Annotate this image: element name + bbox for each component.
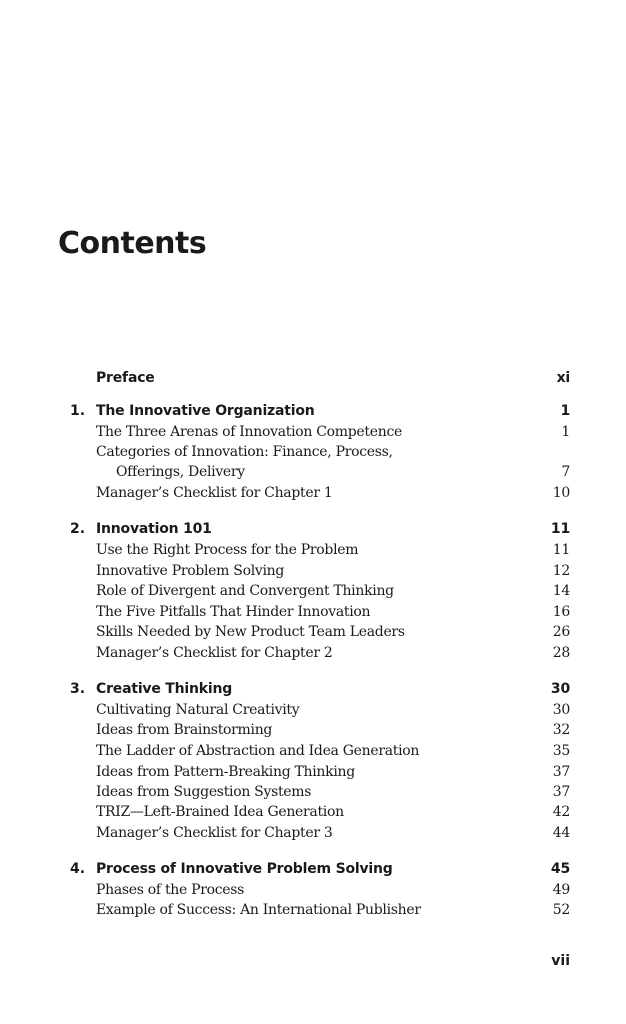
toc-entry-label: Manager’s Checklist for Chapter 2 (96, 645, 333, 661)
toc-page-number: 42 (552, 804, 570, 820)
toc-entry-label-continued: Offerings, Delivery (116, 464, 245, 480)
toc-entry[interactable] (0, 902, 626, 922)
chapter-title: The Innovative Organization (96, 403, 315, 419)
toc-entry-continuation[interactable] (0, 464, 626, 484)
chapter-title: Creative Thinking (96, 681, 233, 697)
toc-entry[interactable] (0, 722, 626, 742)
toc-page-number: 32 (552, 722, 570, 738)
toc-entry-label: Manager’s Checklist for Chapter 3 (96, 825, 333, 841)
chapter-number: 3. (70, 681, 86, 697)
toc-entry[interactable] (0, 804, 626, 824)
toc-page-number: 10 (552, 485, 570, 501)
toc-entry[interactable] (0, 624, 626, 644)
toc-page-number: 30 (550, 681, 570, 697)
toc-entry[interactable] (0, 444, 626, 464)
toc-page-number: xi (556, 370, 570, 386)
toc-page-number: 52 (552, 902, 570, 918)
chapter-number: 2. (70, 521, 86, 537)
toc-page-number: 26 (552, 624, 570, 640)
toc-page-number: 11 (552, 542, 570, 558)
toc-page-number: 16 (552, 604, 570, 620)
toc-entry-label: Example of Success: An International Publisher (96, 902, 421, 918)
toc-entry-label: Cultivating Natural Creativity (96, 702, 300, 718)
toc-entry[interactable] (0, 825, 626, 845)
toc-entry[interactable] (0, 424, 626, 444)
toc-page-number: 11 (550, 521, 570, 537)
toc-page-number: 49 (552, 882, 570, 898)
toc-entry-label: Use the Right Process for the Problem (96, 542, 359, 558)
toc-entry-label: Preface (96, 370, 155, 386)
toc-page-number: 14 (552, 583, 570, 599)
toc-entry[interactable] (0, 542, 626, 562)
toc-entry-label: Role of Divergent and Convergent Thinking (96, 583, 394, 599)
toc-page-number: 37 (552, 784, 570, 800)
toc-page-number: 28 (552, 645, 570, 661)
toc-entry-label: Innovative Problem Solving (96, 563, 285, 579)
chapter-number: 4. (70, 861, 86, 877)
chapter-number: 1. (70, 403, 86, 419)
toc-page-number: 30 (552, 702, 570, 718)
toc-entry[interactable] (0, 645, 626, 665)
toc-entry[interactable] (0, 784, 626, 804)
toc-page-number: 1 (560, 403, 570, 419)
toc-entry-label: The Three Arenas of Innovation Competence (96, 424, 402, 440)
toc-entry-label: TRIZ—Left-Brained Idea Generation (96, 804, 344, 820)
toc-page-number: 35 (552, 743, 570, 759)
toc-entry[interactable] (0, 583, 626, 603)
toc-chapter-4[interactable] (0, 861, 626, 881)
toc-chapter-3[interactable] (0, 681, 626, 701)
toc-entry[interactable] (0, 882, 626, 902)
toc-chapter-1[interactable] (0, 403, 626, 423)
chapter-title: Process of Innovative Problem Solving (96, 861, 393, 877)
toc-chapter-2[interactable] (0, 521, 626, 541)
toc-page-number: 44 (552, 825, 570, 841)
toc-page-number: 45 (550, 861, 570, 877)
toc-page-number: 37 (552, 764, 570, 780)
toc-entry[interactable] (0, 743, 626, 763)
toc-entry-label: Manager’s Checklist for Chapter 1 (96, 485, 333, 501)
toc-entry-label: Phases of the Process (96, 882, 245, 898)
toc-entry-label: The Ladder of Abstraction and Idea Generation (96, 743, 420, 759)
toc-page-number: 12 (552, 563, 570, 579)
toc-entry-label: Ideas from Pattern-Breaking Thinking (96, 764, 355, 780)
chapter-title: Innovation 101 (96, 521, 212, 537)
toc-entry[interactable] (0, 604, 626, 624)
toc-entry-label: The Five Pitfalls That Hinder Innovation (96, 604, 371, 620)
toc-entry-label: Ideas from Suggestion Systems (96, 784, 312, 800)
toc-entry-label: Ideas from Brainstorming (96, 722, 273, 738)
page-title: Contents (58, 226, 207, 261)
toc-entry[interactable] (0, 485, 626, 505)
toc-entry[interactable] (0, 563, 626, 583)
page-folio: vii (551, 953, 570, 969)
toc-preface[interactable] (0, 370, 626, 390)
toc-entry[interactable] (0, 764, 626, 784)
toc-entry[interactable] (0, 702, 626, 722)
toc-entry-label: Categories of Innovation: Finance, Process, (96, 444, 393, 460)
toc-page-number: 1 (561, 424, 570, 440)
toc-entry-label: Skills Needed by New Product Team Leaders (96, 624, 405, 640)
toc-page-number: 7 (561, 464, 570, 480)
